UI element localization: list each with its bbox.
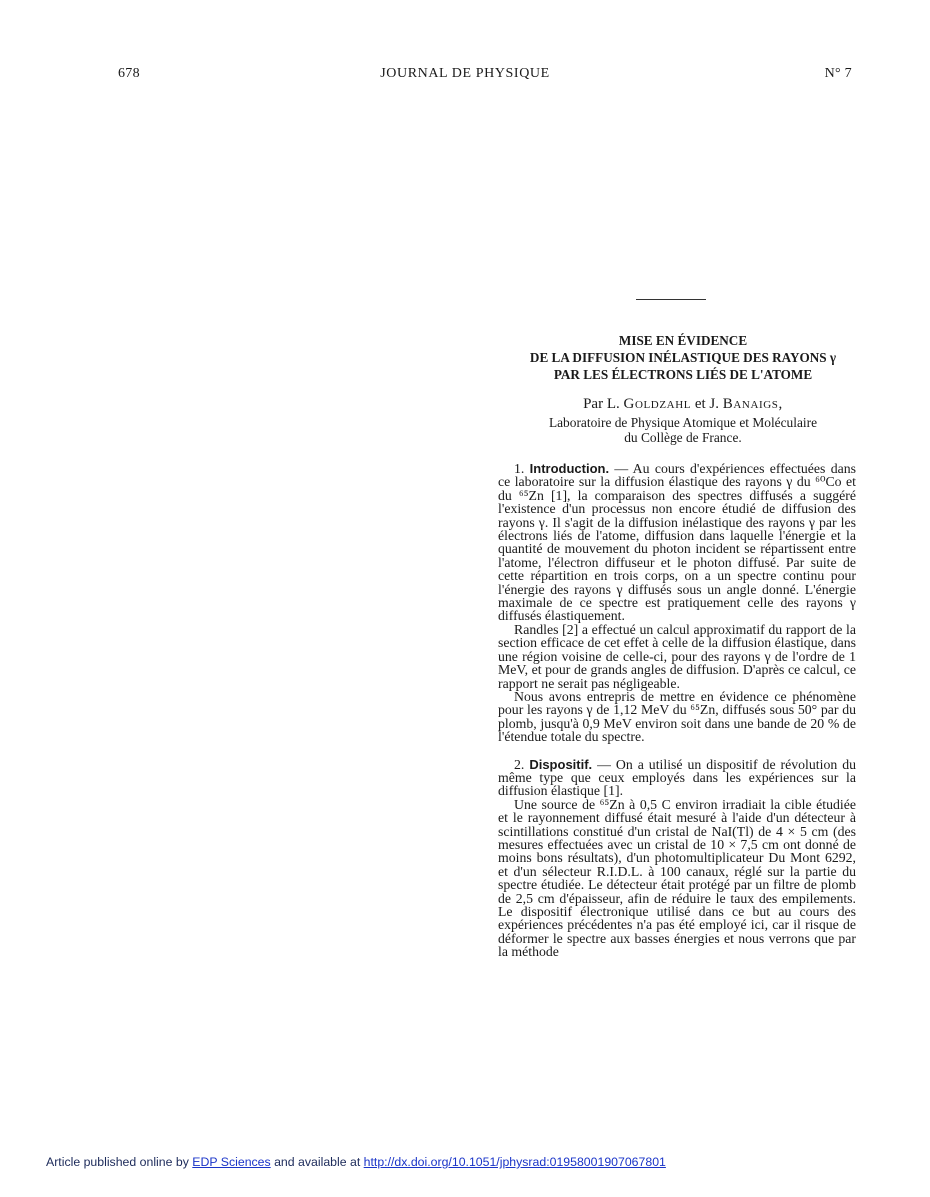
paragraph xyxy=(498,462,856,623)
title-line: DE LA DIFFUSION INÉLASTIQUE DES RAYONS γ xyxy=(529,350,837,365)
article-body xyxy=(498,462,856,959)
issue-number: N° 7 xyxy=(824,66,852,81)
section-number: 2. xyxy=(514,756,525,772)
section-number: 1. xyxy=(514,461,525,476)
paragraph: Nous avons entrepris de mettre en évidence ce phénomène pour les rayons γ de 1,12 MeV du ⁶⁵Zn, diffusés sous 50° par du plomb, jusqu'à 0,9 MeV environ soit dans une bande de 20 % de l'étendue totale du spectre. xyxy=(498,688,856,745)
doi-link[interactable]: http://dx.doi.org/10.1051/jphysrad:01958001907067801 xyxy=(363,1155,666,1169)
affiliation xyxy=(496,416,870,445)
paragraph-text: — Au cours d'expériences effectuées dans ce laboratoire sur la diffusion élastique des rayons γ du ⁶⁰Co et du ⁶⁵Zn [1], la comparaison des spectres diffusés a suggéré l'existence d'un processus non encore étudié de diffusion des rayons γ. Il s'agit de la diffusion inélastique des rayons γ par les électrons liés de l'atome, diffusion dans laquelle l'énergie et la quantité de mouvement du photon incident se répartissent entre l'atome, l'électron diffuseur et le photon diffusé. Par suite de cette répartition en trois corps, on a un spectre continu pour l'énergie des rayons γ diffusés sous un angle donné. L'énergie maximale de ce spectre est pratiquement celle des rayons γ diffusés élastiquement. xyxy=(498,461,856,624)
byline-prefix: Par L. xyxy=(583,396,620,412)
paragraph-text: — On a utilisé un dispositif de révolution du même type que ceux employés dans les expériences sur la diffusion élastique [1]. xyxy=(498,756,857,799)
paragraph: Une source de ⁶⁵Zn à 0,5 C environ irradiait la cible étudiée et le rayonnement diffusé était mesuré à l'aide d'un détecteur à scintillations constitué d'un cristal de NaI(Tl) de 4 × 5 cm (des mesures effectuées avec un cristal de 10 × 7,5 cm ont donné de moins bons résultats), d'un photomultiplicateur Du Mont 6292, et d'un sélecteur R.I.D.L. à 100 canaux, réglé sur la partie du spectre étudiée. Le détecteur était protégé par un filtre de plomb de 2,5 cm d'épaisseur, afin de réduire le taux des empilements. Le dispositif électronique utilisé dans ce but au cours des expériences précédentes n'a pas été employé ici, car il risque de déformer le spectre aux basses énergies et nous verrons que par la méthode xyxy=(498,796,856,960)
byline-conjunction: et J. xyxy=(694,396,720,412)
paragraph xyxy=(498,758,856,798)
running-header-journal: JOURNAL DE PHYSIQUE xyxy=(380,66,550,81)
footer-text: Article published online by xyxy=(46,1155,189,1169)
section-divider xyxy=(636,299,706,300)
affiliation-line: du Collège de France. xyxy=(624,429,742,445)
author-name: Banaigs, xyxy=(722,396,783,412)
title-line: MISE EN ÉVIDENCE xyxy=(618,333,748,348)
publication-footer xyxy=(46,1155,666,1169)
author-byline xyxy=(496,396,870,413)
publisher-link[interactable]: EDP Sciences xyxy=(192,1155,271,1169)
section-heading: Dispositif. xyxy=(529,756,593,772)
author-name: Goldzahl xyxy=(623,396,692,412)
footer-text: and available at xyxy=(274,1155,361,1169)
section-heading: Introduction. xyxy=(529,461,610,476)
paragraph: Randles [2] a effectué un calcul approximatif du rapport de la section efficace de cet effet à celle de la diffusion élastique, dans une région voisine de celle-ci, pour des rayons γ de l'ordre de 1 MeV, et pour de grands angles de diffusion. D'après ce calcul, ce rapport ne serait pas négligeable. xyxy=(498,621,856,691)
title-line: PAR LES ÉLECTRONS LIÉS DE L'ATOME xyxy=(553,367,813,382)
article-title xyxy=(496,332,870,383)
page-number: 678 xyxy=(118,66,140,81)
affiliation-line: Laboratoire de Physique Atomique et Moléculaire xyxy=(548,415,818,430)
